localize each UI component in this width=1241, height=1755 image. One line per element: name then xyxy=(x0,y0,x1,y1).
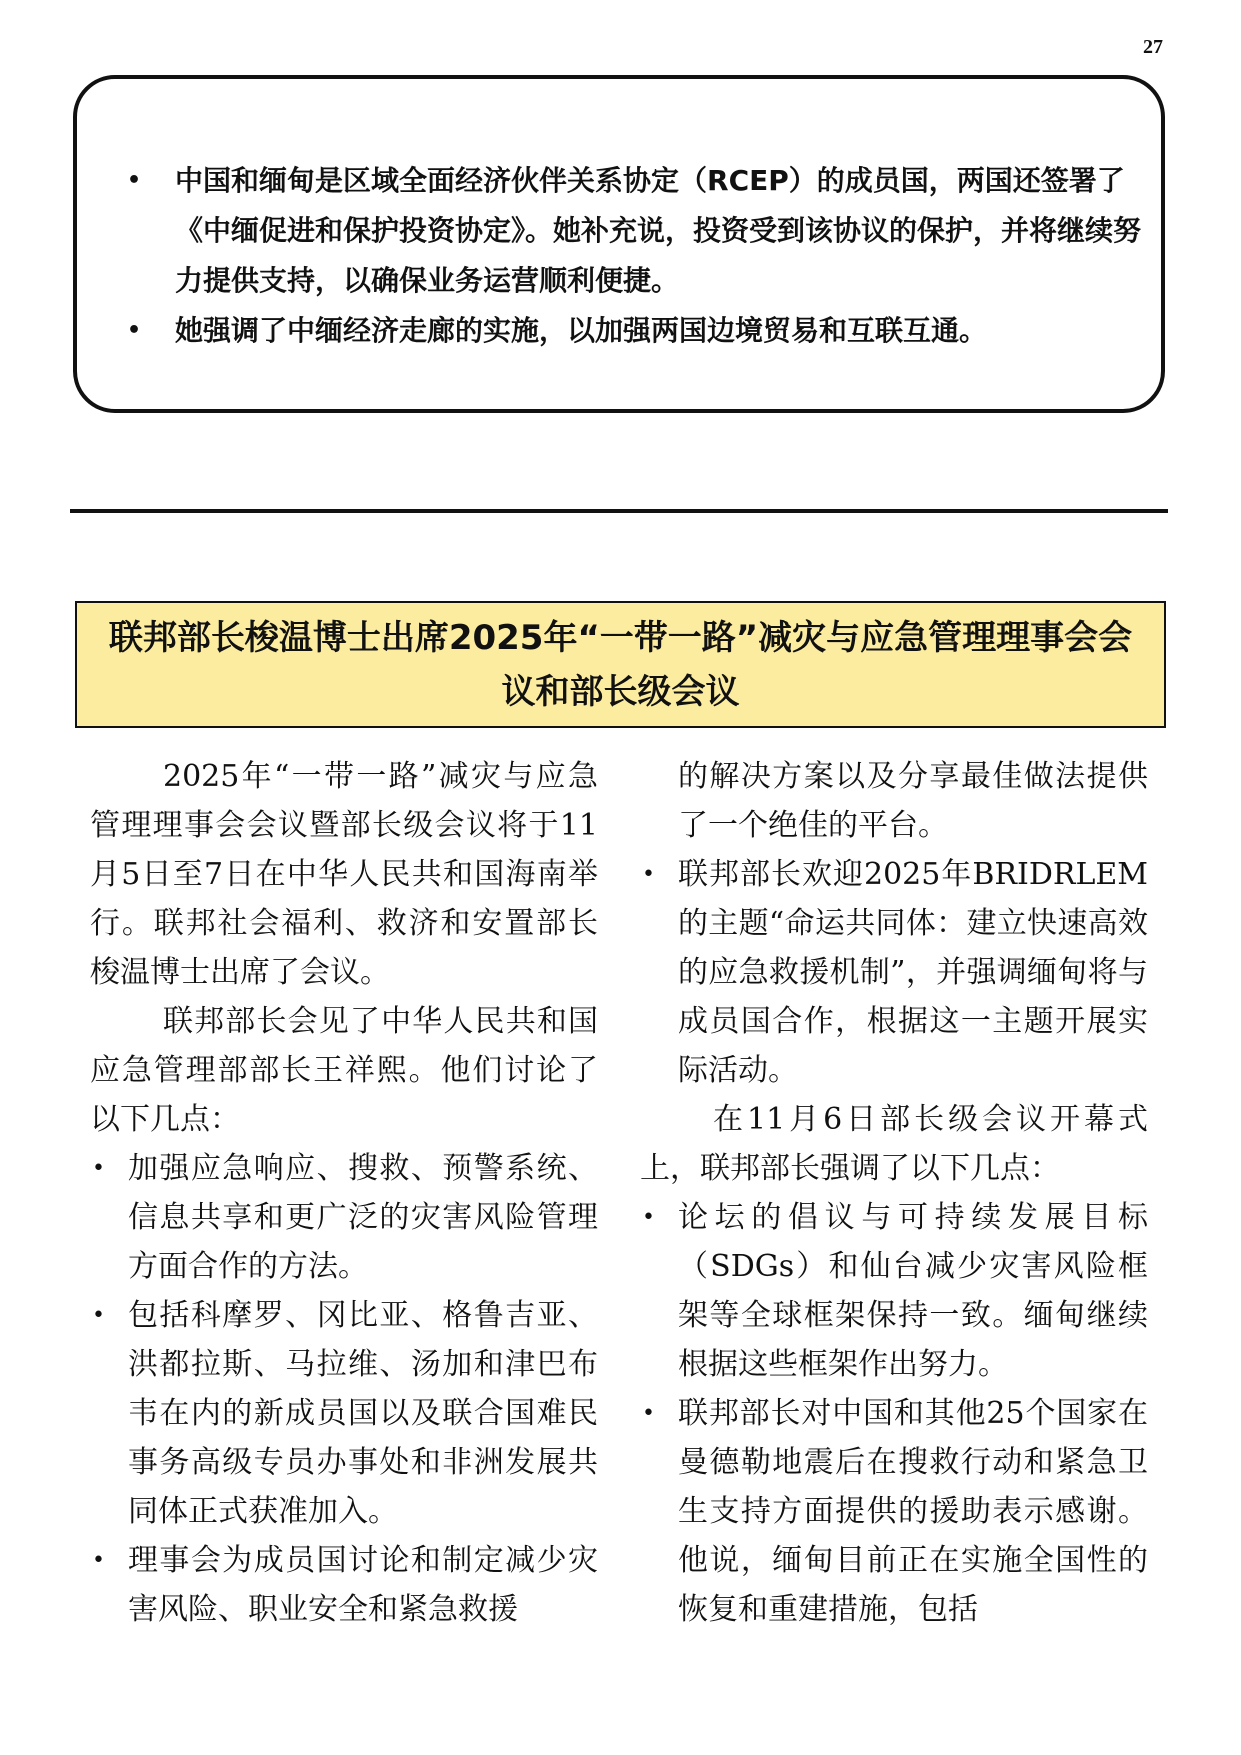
bullet-continuation: 的解决方案以及分享最佳做法提供了一个绝佳的平台。 xyxy=(678,759,1148,843)
bullet-item: • 联邦部长欢迎2025年BRIDRLEM的主题“命运共同体：建立快速高效的应急救援机制”，并强调缅甸将与成员国合作，根据这一主题开展实际活动。 xyxy=(640,850,1148,1095)
bullet-item: • 理事会为成员国讨论和制定减少灾害风险、职业安全和紧急救援 xyxy=(90,1536,598,1634)
bullet-item: • 包括科摩罗、冈比亚、格鲁吉亚、洪都拉斯、马拉维、汤加和津巴布韦在内的新成员国以及联合国难民事务高级专员办事处和非洲发展共同体正式获准加入。 xyxy=(90,1291,598,1536)
left-column xyxy=(90,752,598,1634)
paragraph-opening: 在11月6日部长级会议开幕式上，联邦部长强调了以下几点： xyxy=(640,1102,1148,1186)
right-bullet-list-b xyxy=(640,1193,1148,1634)
right-bullet-list-a xyxy=(640,850,1148,1095)
bullet-item: • 论坛的倡议与可持续发展目标（SDGs）和仙台减少灾害风险框架等全球框架保持一致。缅甸继续根据这些框架作出努力。 xyxy=(640,1193,1148,1389)
bullet-item: • 加强应急响应、搜救、预警系统、信息共享和更广泛的灾害风险管理方面合作的方法。 xyxy=(90,1144,598,1291)
article-headline: 联邦部长梭温博士出席2025年“一带一路”减灾与应急管理理事会会议和部长级会议 xyxy=(108,617,1133,712)
page-number: 27 xyxy=(1143,36,1163,58)
right-column xyxy=(640,752,1148,1634)
left-bullet-list xyxy=(90,1144,598,1634)
summary-box xyxy=(73,75,1165,413)
paragraph-intro: 2025年“一带一路”减灾与应急管理理事会会议暨部长级会议将于11月5日至7日在中华人民共和国海南举行。联邦社会福利、救济和安置部长梭温博士出席了会议。 xyxy=(90,759,598,990)
summary-bullet-item: • 她强调了中缅经济走廊的实施，以加强两国边境贸易和互联互通。 xyxy=(127,306,1141,356)
article-headline-box xyxy=(75,601,1166,728)
paragraph-meeting: 联邦部长会见了中华人民共和国应急管理部部长王祥熙。他们讨论了以下几点： xyxy=(90,1004,598,1137)
bullet-item: • 联邦部长对中国和其他25个国家在曼德勒地震后在搜救行动和紧急卫生支持方面提供的援助表示感谢。他说，缅甸目前正在实施全国性的恢复和重建措施，包括 xyxy=(640,1389,1148,1634)
section-divider xyxy=(70,509,1168,513)
summary-bullet-list xyxy=(127,156,1141,356)
summary-bullet-item: • 中国和缅甸是区域全面经济伙伴关系协定（RCEP）的成员国，两国还签署了《中缅促进和保护投资协定》。她补充说，投资受到该协议的保护，并将继续努力提供支持，以确保业务运营顺利便捷。 xyxy=(127,156,1141,306)
